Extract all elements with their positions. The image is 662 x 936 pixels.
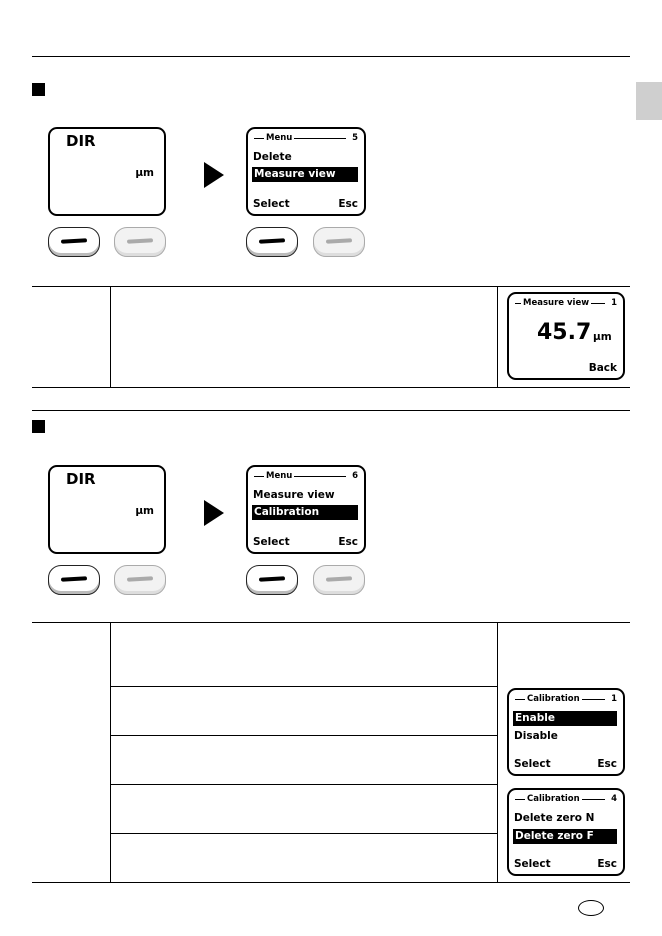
menu-header-number: 6 bbox=[352, 471, 358, 481]
device-screen-calibration bbox=[507, 788, 625, 876]
language-badge bbox=[578, 900, 604, 916]
menu-item-selected[interactable]: Enable bbox=[513, 711, 617, 726]
section-bullet bbox=[32, 420, 45, 433]
table-rule bbox=[110, 833, 497, 834]
measure-header-label: Measure view bbox=[523, 298, 590, 308]
soft-key-left[interactable] bbox=[246, 227, 298, 257]
screen-unit: µm bbox=[135, 167, 154, 179]
screen-unit: µm bbox=[135, 505, 154, 517]
soft-label-select: Select bbox=[514, 858, 551, 870]
table-rule bbox=[32, 387, 630, 388]
device-screen-dir bbox=[48, 127, 166, 216]
menu-item[interactable]: Measure view bbox=[253, 489, 335, 501]
device-screen-menu bbox=[246, 465, 366, 554]
menu-header-number: 5 bbox=[352, 133, 358, 143]
menu-item-selected[interactable]: Measure view bbox=[252, 167, 358, 182]
table-rule bbox=[110, 784, 497, 785]
soft-label-back: Back bbox=[588, 362, 617, 374]
soft-label-select: Select bbox=[253, 198, 290, 210]
arrow-right-icon bbox=[204, 500, 224, 526]
arrow-right-icon bbox=[204, 162, 224, 188]
menu-item[interactable]: Delete zero N bbox=[514, 812, 595, 824]
soft-label-select: Select bbox=[253, 536, 290, 548]
calibration-header-label: Calibration bbox=[527, 694, 580, 704]
table-rule bbox=[32, 882, 630, 883]
device-screen-measure-view bbox=[507, 292, 625, 380]
measure-value: 45.7 bbox=[537, 320, 592, 345]
soft-label-esc: Esc bbox=[338, 198, 358, 210]
soft-label-select: Select bbox=[514, 758, 551, 770]
measure-unit: µm bbox=[593, 331, 612, 343]
table-divider bbox=[497, 622, 498, 883]
menu-item[interactable]: Disable bbox=[514, 730, 558, 742]
soft-label-esc: Esc bbox=[597, 758, 617, 770]
soft-key-left[interactable] bbox=[48, 227, 100, 257]
menu-header-label: Menu bbox=[266, 133, 293, 143]
soft-key-left[interactable] bbox=[246, 565, 298, 595]
screen-title: DIR bbox=[66, 470, 96, 488]
calibration-header-number: 4 bbox=[611, 794, 617, 804]
menu-item-selected[interactable]: Calibration bbox=[252, 505, 358, 520]
soft-key-right[interactable] bbox=[114, 227, 166, 257]
screen-title: DIR bbox=[66, 132, 96, 150]
table-rule bbox=[110, 735, 497, 736]
table-divider bbox=[110, 286, 111, 388]
soft-key-right[interactable] bbox=[114, 565, 166, 595]
soft-key-left[interactable] bbox=[48, 565, 100, 595]
soft-label-esc: Esc bbox=[597, 858, 617, 870]
calibration-header-number: 1 bbox=[611, 694, 617, 704]
table-rule bbox=[110, 686, 497, 687]
calibration-header-label: Calibration bbox=[527, 794, 580, 804]
soft-key-right[interactable] bbox=[313, 227, 365, 257]
measure-header-number: 1 bbox=[611, 298, 617, 308]
header-rule bbox=[32, 56, 630, 57]
menu-header-label: Menu bbox=[266, 471, 293, 481]
device-screen-calibration bbox=[507, 688, 625, 776]
soft-label-esc: Esc bbox=[338, 536, 358, 548]
table-divider bbox=[497, 286, 498, 388]
device-screen-dir bbox=[48, 465, 166, 554]
section-rule bbox=[32, 410, 630, 411]
table-divider bbox=[110, 622, 111, 883]
chapter-tab bbox=[636, 82, 662, 120]
table-rule bbox=[32, 622, 630, 623]
soft-key-right[interactable] bbox=[313, 565, 365, 595]
menu-item-selected[interactable]: Delete zero F bbox=[513, 829, 617, 844]
section-bullet bbox=[32, 83, 45, 96]
menu-item[interactable]: Delete bbox=[253, 151, 292, 163]
device-screen-menu bbox=[246, 127, 366, 216]
table-rule bbox=[32, 286, 630, 287]
